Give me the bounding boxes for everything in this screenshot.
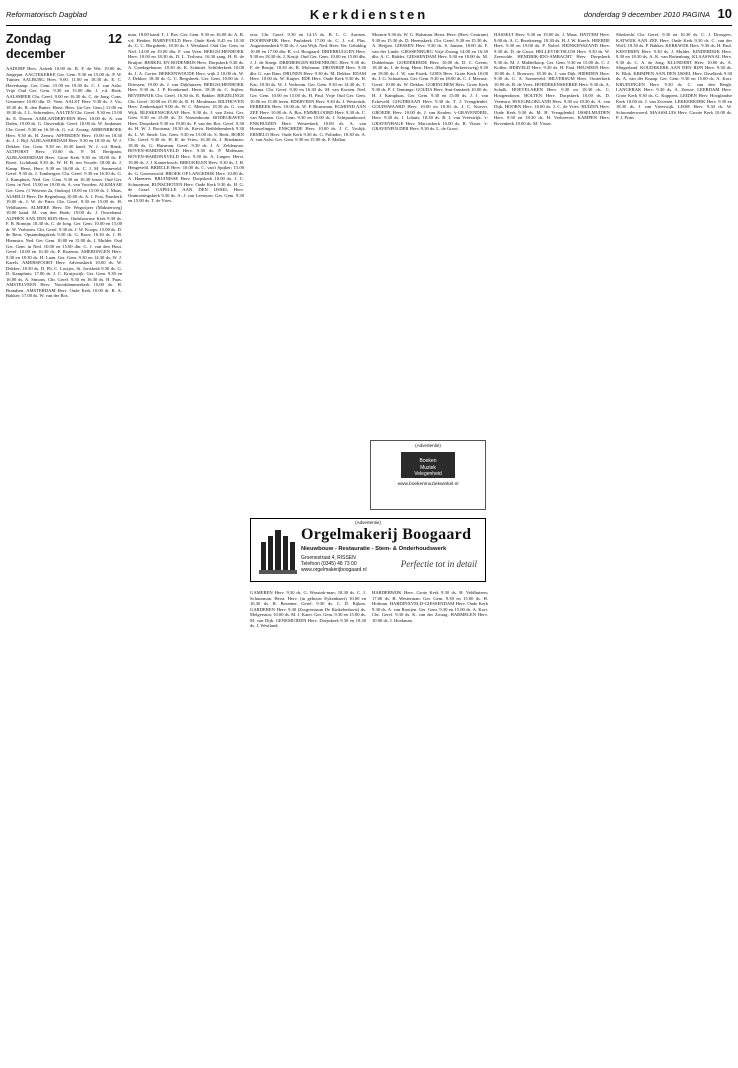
column-text: Mormie 9.30 ds. W. G. Hulsman. Herst. Herv. (Herv. Centrum) 9.30 en 15.30 ds. D. Heemskerk. Chr. Geref. 9.30 en 15.30 ds. A. Heijjen. GIESSEN Herv. 9.30 ds. S. Jansen; 18.00 ds. F. van der Linde. GIESSENBURG Vrije Zwang 14.00 en 16.30 dhr. A. C. Ridder. GIESSENDAM Herv. 9.30 en 18.00 ds. M. Dubbelman. GOEDEREEDE Herv. 10.00 ds. D. C. Geens; 18.30 ds. J. de Jong. Herst. Herv. (Badweg/Verkeersweg) 9.30 en 18.00 ds. J. W. van Estrik. GOES Herv. Grote Kerk 10.00 ds. J. G. Schaafsma. Ger. Gem. 9.30 en 18.00 ds. C. J. Meeuse. Geref. 10.00 ds. W. Dekker. GORINCHEM Herv. Grote Kerk 9.30 ds. P. J. Tenninge. GOUDA Herv. Sint-Janskerk 10.00 ds. H. J. Kamphuis. Ger. Gem. 9.30 en 15.00 ds. J. J. van Eckeveld. GOUDRIAAN Herv. 9.30 ds. T. J. Vreugdenhil. GOUDSWAARD Herv. 10.00 en 18.30 ds. J. C. Kurver. GROEDE Herv. 10.00 ds. J. van Keulen. 's-GRAVENDEEL Herv. 9.30 ds. J. Lohuis; 18.30 ds. B. J. van Vreeswijk. 's-GRAVENHAGE Herv. Marcuskerk 10.00 ds. R. Visser. 's-GRAVENPOLDER Herv. 9.30 ds. L. de Groot. — [372, 32, 488, 132]
column-text: HASSELT Herv. 9.30 en 19.00 ds. J. Maas. HATTEM Herv. 9.00 ds. A. C. Broeksteeg; 18.30 ds. H. J. W. Karels. HEERDE Herv. 9.30 en 19.00 ds. P. Nobel. HEINKENSZAND Herv. 9.30 ds. D. de Groot. HELLEVOETSLUIS Herv. 9.30 ds. W. Zeewolde. HENDRIK-IDO-AMBACHT Herv. Dorpskerk 9.30 ds. M. J. Middelkoop. Ger. Gem. 9.30 en 15.00 ds. C. J. Kollen. HERVELD Herv. 9.30 ds. H. Paul. HEUSDEN Herv. 10.00 ds. J. Brouwer; 18.30 ds. J. van Dijk. HIERDEN Herv. 9.30 ds. C. A. Sonneveld. HILVERSUM Herv. Oosterkerk 10.00 ds. B. de Vries. HOEDEKENSKERKE Herv. 9.30 ds. A. Schalk. HOEVELAKEN Herv. 9.30 en 18.30 ds. C. Hoogendoorn. HOLTEN Herv. Dorpskerk 10.00 ds. D. Veenstra. HOOGBLOKLAND Herv. 9.30 en 18.30 ds. A. van Dijk. HOORN Herv. 10.00 ds. J. C. de Vries. HUIZEN Herv. Oude Kerk 9.30 ds. M. H. Vreugdenhil. IJSSELMUIDEN Herv. 9.30 en 18.30 ds. H. Verhoeven. KAMPEN Herv. Bovenkerk 10.00 ds. M. Visser. — [494, 32, 610, 126]
column-6 — [616, 32, 732, 1060]
organ-pipes-icon — [259, 528, 297, 574]
page-header — [6, 6, 732, 26]
section-title: Kerkdiensten — [309, 7, 429, 22]
column-text: GAMEREN Herv. 9.30 ds. G. Wassink-man; 18.30 ds. C. J. Schuurman. Herst. Herv. (in gebouw Eykenhaert) 10.00 en 16.30 ds. R. Bezemer. Geref. 9.30 ds. C. D. Rijken. GARDEREN Herv. 9.30 (Zorgcentrum De Kinkelenhorst) ds. Melgersma; 10.00 ds. M. J. Kater. Ger. Gem. 9.30 en 15.00 ds. M. van Dijk. GENEMUIDEN Herv. Dorpskerk 9.30 en 18.30 ds. J. Westland. — [250, 590, 366, 629]
column-text: Sliedrecht Chr. Geref. 9.30 en 16.30 ds. C. J. Droogers. KATWIJK AAN ZEE Herv. Oude Kerk 9.30 ds. C. van der Wolf; 18.30 ds. P. Bakker. KERKWIJK Herv. 9.30 ds. H. Paul. KESTEREN Herv. 9.30 ds. J. Mulder. KINDERDIJK Herv. 9.30 en 18.30 ds. A. K. van Ruitenburg. KLAASWAAL Herv. 9.30 ds. C. A. de Jong. KLUNDERT Herv. 10.00 ds. A. Slingerland. KOUDEKERK AAN DEN RIJN Herv. 9.30 ds. K. Blok. KRIMPEN AAN DEN IJSSEL Herv. IJsselkerk 9.30 ds. A. van der Knaap. Ger. Gem. 9.30 en 15.00 ds. A. Kort. KRUININGEN Herv. 9.30 ds. C. van den Bergh. LANGERAK Herv. 9.30 ds. A. Zeeuw. LEERDAM Herv. Grote Kerk 9.30 ds. G. Kuppens. LEIDEN Herv. Hooglandse Kerk 10.00 ds. J. van Zwieten. LEKKERKERK Herv. 9.30 en 18.30 ds. J. van Vreeswijk. LISSE Herv. 9.30 ds. W. Schoonderwoerd. MAASSLUIS Herv. Groote Kerk 10.00 ds. P. J. Prins. — [616, 32, 732, 121]
ad-label: (Advertentie) — [415, 443, 441, 448]
ad-url: www.boekenmuziekwinkel.nl — [397, 482, 459, 487]
column-2 — [128, 32, 244, 1060]
ad-label: (Advertentie) — [355, 520, 381, 525]
column-5 — [494, 32, 610, 1060]
ad-tagline: Nieuwbouw - Restauratie - Stem- & Onderhoudswerk — [301, 546, 447, 552]
ad-box-line: Muziek — [420, 464, 436, 471]
ad-phone: Telefoon (0345) 48 73 00 — [301, 561, 357, 568]
ad-title: Orgelmakerij Boogaard — [301, 526, 472, 543]
ad-box-line: Boeken — [419, 458, 437, 464]
column-4 — [372, 32, 488, 432]
publication-name: Reformatorisch Dagblad — [6, 10, 87, 19]
page-number: 10 — [717, 6, 732, 21]
ad-slogan: Perfectie tot in detail — [400, 559, 477, 569]
column-text: AADORP Herv. Aalzeb 10.00 ds. R. F. de Wit; 19.00 ds. Jongejan. AAGTEKERKE Ger. Gem. 9.30 en 15.00 ds. P. W. Tuinier. AALBURG Herv. 9.00, 11.00 en 18.30 ds. E. C. Haverkamp. Ger. Gem. 15.00 en 19.30 ds. C. J. van Aalst. Vrije Oud Ger. Gem. 9.30 en 15.00 dhr. J. v.d. Beek. AALSMEER Chr. Geref. 9.00 en 16.30 ds. C. de Jong. Cons. Gemeente 10.00 dhr. D. Veen. AALST Herv. 9.30 ds. J. Vis; 18.30 ds. B. den Butter. Herst. Herv. (in Ger. Gem.) 11.00 en 18.30 ds. J. L. Schreuders. AALTEN Chr. Geref. 9.30 en 15.00 ds. E. Dorren. AARLANDERVEEN Herv. 10.00 ds. A. van Dalen, 19.00 ds. G. Ouwendijk. Geref. 10.00 ds. W. Jonkman. Chr. Geref. 9.30 en 16.30 ds. G. v.d. Zwaag. ABBENBROEK Herv. 9.30 ds. H. Zeeuw. AFFERDEN Herv. 10.00 en 18.30 ds. J. J. Bijl. ALBLASSERDAM Herv. 9.30 en 18.30 ds. W. J. Dekker. Ger. Gem. 9.30 en 16.30 kand. W. J. v.d. Brink. ALTFORST Herv. 10.00 ds. P. M. Berijpaan. ALBLASSERDAM Herv. Grote Kerk 9.30 en 18.00 ds. P. Roest. Lichtbaak 9.30 ds. W. H. B. ten Voorde; 18.00 ds. J. Kamp. Herst. Herv. 9.30 en 16.00 ds. C. J. M. Sonneveld. Geref. 9.30 ds. J. Tombergen. Chr. Geref. 9.30 en 16.30 ds. G. J. Kamphuis. Ned. Ger. Gem. 9.30 en 16.30 lezen. Oud Ger. Gem. in Ned. 15.00 en 19.00 ds. A. van Voorden. ALKMAAR Ger. Gem. (1 Weteren 2a, Oudorp) 10.00 en 15.00 ds. J. Maas. ALMELO Herv. De Regenboog 10.00 ds. A. J. Post, Paaskerk 19.00 ds. J. W. de Pater. Chr. Geref. 9.30 en 15.00 ds. H. Veldhuizen. ALMERE Herv. De Wegwijzer (Maksterweg) 10.00 kand. M. van den Hoek; 19.00 ds. J. Ouwehand. ALPHEN AAN DEN RIJN Herv. Oudshoornse Kerk 9.30 ds. F. B. Romijn; 18.30 ds. C. de Jong. Ger. Gem. 10.00 en 15.00 dr. W. Verboom. Chr. Geref. 9.30 ds. J. W. Koops; 15.00 ds. D. de Reus. Opstandingskerk 9.30 ds. G. Roos; 16.30 ds. J. H. Hiemstra. Ned. Ger. Gem. 10.00 en 15.00 ds. J. Mulder. Oud Ger. Gem. in Ned. 10.00 en 15.00 dhr. G. J. van den Hout. Geref. 10.00 en 16.30 ds. P. Rozema. AMERONGEN Herv. 9.30 en 18.30 ds. H. Laan. Ger. Gem. 9.30 en 14.30 ds. W. J. Karels. AMERSFOORT Herv. Adventskerk 10.00 ds. W. Dekker; 18.30 ds. D. Ph. C. Lootjes. St. Joriskerk 9.30 ds. G. D. Kamphuis; 17.00 ds. J. C. Kruijswijk. Ger. Gem. 9.30 en 16.00 ds. A. Simons. Chr. Geref. 9.30 en 16.30 ds. H. Paas. AMSTELVEEN Herv. Noorddammerkerk 10.00 ds. H. Brandsen. AMSTERDAM Herv. Oude Kerk 10.00 dr. R. A. Bakker; 17.00 ds. W. van der Ros. — [6, 66, 122, 299]
column-text: otra. Chr. Geref. 9.30 en 14.15 ds. B. L. C. Aartsen. DOORNSPIJK Herv. Paulakerk 17.00 ds. C. J. v.d. Plas. Augustinuskerk 9.30 ds. J. van Wijk. Ned. Herv. Ver. Gelukkig 10.00 en 17.00 dhr. B. v.d. Boogaard. DRIEBRUGGEN Herv. 9.30 en 18.30 ds. J. Kruijt. Oud Ger. Gem. 10.00 en 15.00 dhr. J. J. de Knegt. DRIEBERGEN-RIJSENBURG Herv. 9.30 ds. F. de Bruijn; 18.30 ds. R. Molenaar. DRONRIJP Herv. 9.30 dhr. G. van Dam. DRUNEN Herv. 9.30 ds. M. Dekker. EDAM Herv. 10.00 ds. W. Kuiper. EDE Herv. Oude Kerk 9.30 ds. H. Kat; 18.30 ds. W. J. Verboom. Ger. Gem. 9.30 en 14.30 ds. T. Bokma. Chr. Geref. 9.30 en 16.30 ds. M. van Kooten. Ned. Ger. Gem. 10.00 en 15.00 ds. H. Paul. Vrije Oud Ger. Gem. 10.00 en 15.00 lezen. EDERVEEN Herv. 9.30 ds. J. Westerink. EERBEEK Herv. 10.00 ds. W. F. Bouwman. EGMOND AAN ZEE Herv. 10.00 ds. A. Bos. EMMELOORD Herv. 9.30 ds. C. van Maanen. Ger. Gem. 9.30 en 15.00 ds. J. Schipaanboord. ENKHUIZEN Herv. Westerkerk 10.00 ds. A. van Houwelingen. ENSCHEDE Herv. 10.00 ds. J. C. Vrolijk. ERMELO Herv. Oude Kerk 9.30 ds. G. Polinder; 18.30 ds. A. A. van Aalst. Ger. Gem. 9.30 en 15.00 ds. F. Mallan. — [250, 32, 366, 143]
ad-website: www.orgelmakerijboogaard.nl — [301, 567, 367, 574]
ad-address — [301, 555, 367, 574]
ad-box-line: Velegenheid — [414, 471, 442, 477]
column-3 — [250, 32, 366, 512]
column-text: HARDERWIJK Herv. Grote Kerk 9.30 ds. H. Veldhuizen; 17.00 ds. B. Westerman. Ger. Gem. 9.30 en 15.00 ds. H. Hofman. HARDINXVELD-GIESSENDAM Herv. Oude Kerk 9.30 ds. A. van Rooijen. Ger. Gem. 9.30 en 15.00 ds. A. Kort. Chr. Geref. 9.30 ds. K. van der Zwaag. HARMELEN Herv. 10.00 ds. J. Hoekman. — [372, 590, 488, 623]
page-date: donderdag 9 december 2010 PAGINA — [583, 10, 710, 19]
advertisement-books — [370, 440, 486, 510]
ad-address-line: Groenestraat 4, RISSEN — [301, 555, 356, 561]
ad-logo-box — [401, 452, 455, 478]
column-1 — [6, 32, 122, 1060]
day-heading: Zondag 12 december — [6, 32, 122, 61]
column-4-lower — [372, 590, 488, 1060]
column-text: man. 18.00 kand. T. J. Bos. Ger. Gem. 9.30 en 16.00 ds. A. B. v.d. Heiden. BARNEVELD Herv. Oude Kerk 8.45 en 10.30 ds. G. C. Bergsbeek; 18.30 ds. J. Westland. Oud Ger. Gem. in Ned. 14.00 en 19.00 dhr. F. van Veen. BERGSCHENHOEK Herv. 10.00 en 18.30 ds. D. L. Terlouw, 16.30 zang. H. R. de Bruijne. BERKEL EN RODENRIJS Herv. Dorpskerk 9.30 ds. A. Goedegebuure; 18.30 ds. K. Schuttel. Schilderkerk 10.00 ds. J. A. Gorter. BERKENWOUDE Herv. wijk 2 10.00 ds. W. J. Dekker; 18.30 ds. G. C. Bergsbeek. Ger. Gem. 10.00 ds. J. Driessen; 19.00 ds. J. van Dijkhuizen. BERGSCHENHOEK Herv. 9.30 ds. J. P. Kronkemel. Herst. 18.30 ds. C. Stijlen. BEVERWIJK Chr. Geref. 16.30 ds. R. Bakker. BIEZELINGE Chr. Geref. 10.00 en 15.00 ds. R. H. Meulenaar. BILTHOVEN Herv. Zonkerkapel 9.00 ds. W. C. Meester; 18.30 ds. G. van Wijk. BLESKENSGRAAF Herv. 9.30 ds. J. van Zeist. Ger. Gem. 9.30 en 15.00 ds. D. Nootenboom. BODEGRAVEN Herv. Dorpskerk 9.30 en 19.00 ds. P. van der Ros. Geref. 9.30 ds. H. W. J. Bootsma; 18.30 ds. Kievit. Bethlehemkerk 9.30 ds. L. W. Smelt. Ger. Gem. 9.30 en 15.00 ds. S. Beek. BORN Chr. Geref. 9.30 ds. H. R. de Vries; 16.30 ds. J. Brinkman; 18.30 ds. G. Huisman. Geref. 9.30 ds. J. A. Zeldenrust. BOVEN-HARDINXVELD Herv. 9.30 ds. P. Molenaar. BOVEN-HARDINXVELD Herv. 9.30 ds. A. Lingen. Herst. 19.00 ds. J. J. Kanterbosch. BREUKELEN Herv. 9.30 ds. J. H. Hengeveld. BRIELLE Herv. 10.00 ds. C. van't Spijker; 15.00 ds. G. Groenewold. BROEK OP LANGEDIJK Herv. 10.00 ds. A. Haemers. BRUINISSE Herv. Dorpskerk 10.00 ds. J. C. Schuurman. BUNSCHOTEN Herv. Oude Kerk 9.30 ds. H. G. de Graaf. CAPELLE AAN DEN IJSSEL Herv. Ontmoetingskerk 9.30 ds. A. J. van Leeuwen. Ger. Gem. 9.30 en 15.00 ds. T. de Vries. — [128, 32, 244, 204]
column-3-lower — [250, 590, 366, 1060]
advertisement-organ-builder — [250, 518, 486, 582]
